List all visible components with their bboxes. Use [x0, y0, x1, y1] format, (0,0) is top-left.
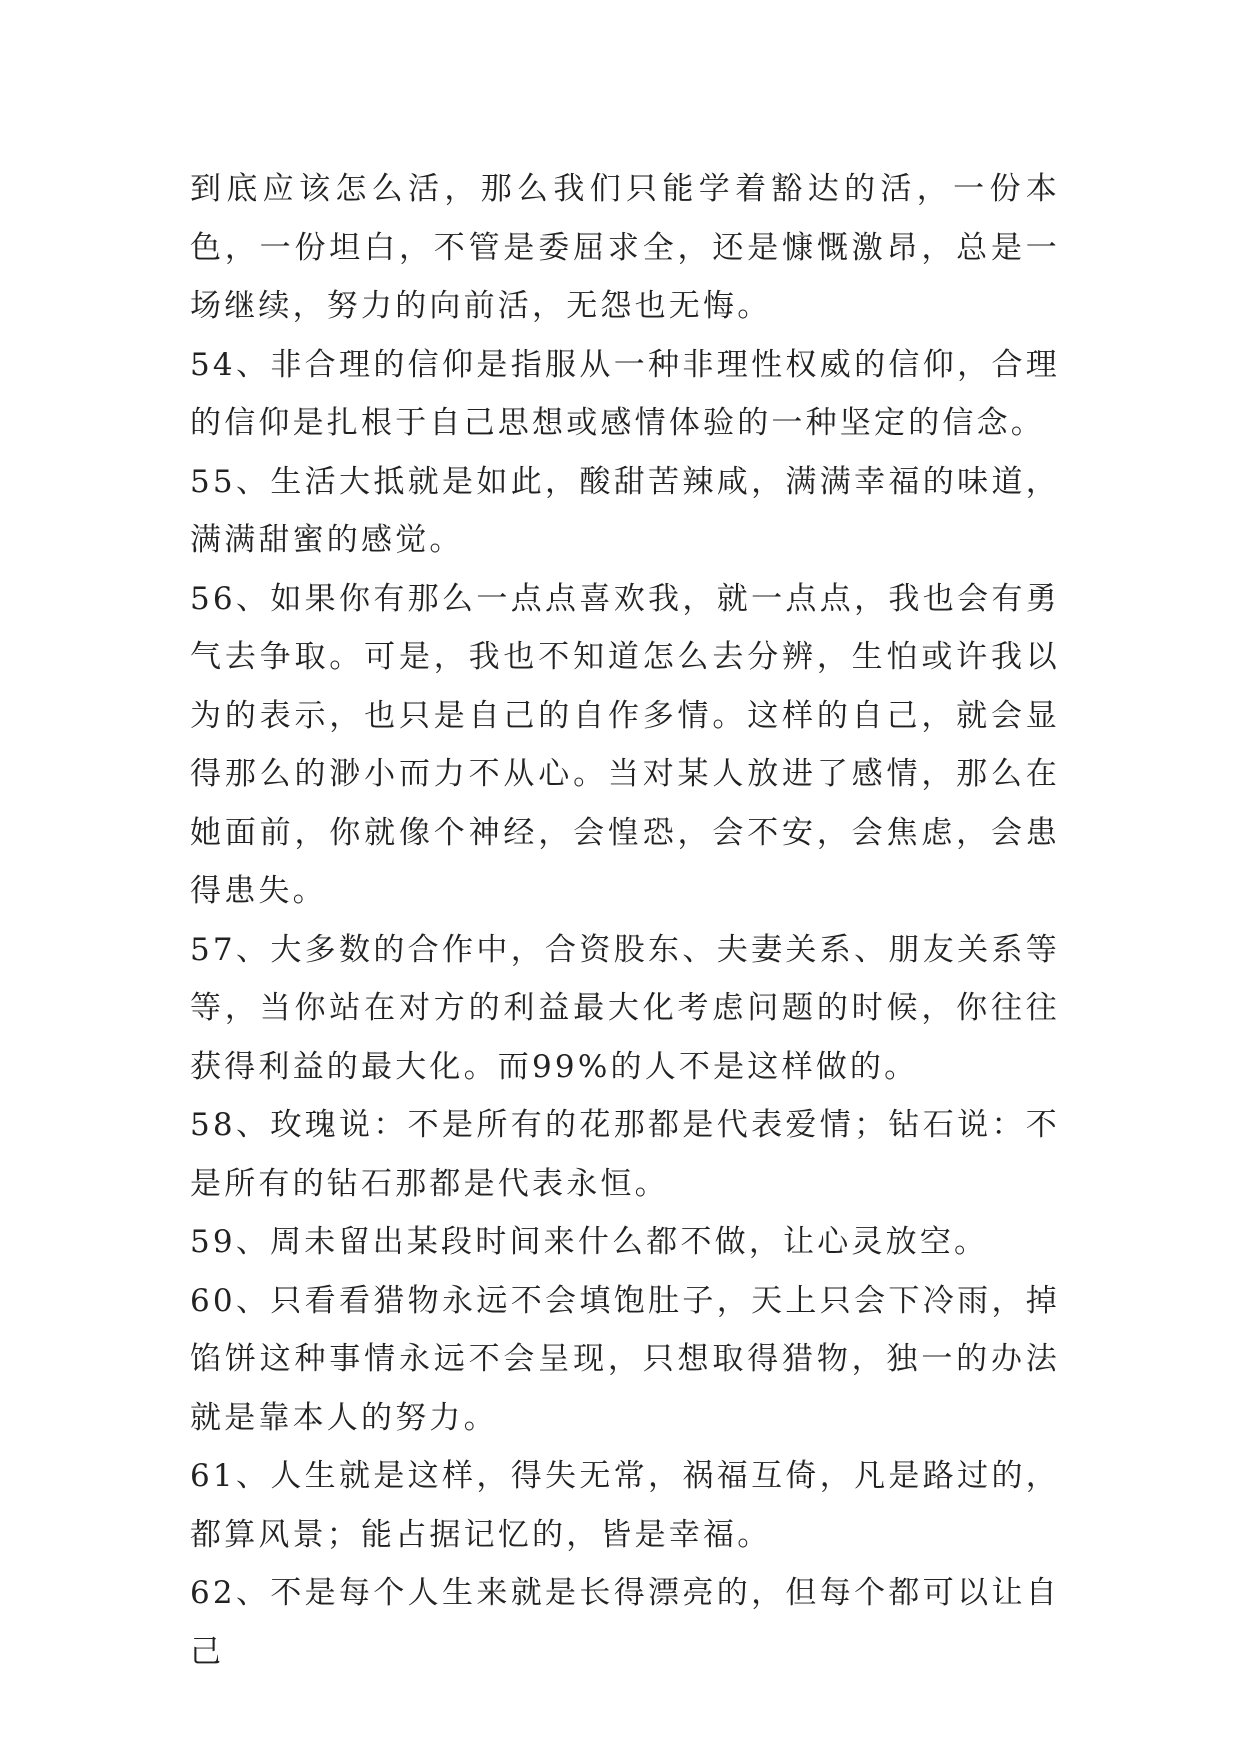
- paragraph-55: 55、生活大抵就是如此，酸甜苦辣咸，满满幸福的味道，满满甜蜜的感觉。: [190, 463, 1060, 558]
- document-body: [190, 160, 1060, 1681]
- paragraph-58: 58、玫瑰说：不是所有的花那都是代表爱情；钻石说：不是所有的钻石那都是代表永恒。: [190, 1107, 1060, 1202]
- paragraph-60: 60、只看看猎物永远不会填饱肚子，天上只会下冷雨，掉馅饼这种事情永远不会呈现，只想取得猎物，独一的办法就是靠本人的努力。: [190, 1282, 1060, 1436]
- paragraph-54: 54、非合理的信仰是指服从一种非理性权威的信仰，合理的信仰是扎根于自己思想或感情体验的一种坚定的信念。: [190, 346, 1060, 441]
- paragraph-57: 57、大多数的合作中，合资股东、夫妻关系、朋友关系等等，当你站在对方的利益最大化考虑问题的时候，你往往获得利益的最大化。而99%的人不是这样做的。: [190, 931, 1060, 1085]
- paragraph-continuation: 到底应该怎么活，那么我们只能学着豁达的活，一份本色，一份坦白，不管是委屈求全，还是慷慨激昂，总是一场继续，努力的向前活，无怨也无悔。: [190, 171, 1060, 324]
- paragraph-59: 59、周未留出某段时间来什么都不做，让心灵放空。: [190, 1224, 989, 1260]
- paragraph-56: 56、如果你有那么一点点喜欢我，就一点点，我也会有勇气去争取。可是，我也不知道怎么去分辨，生怕或许我以为的表示，也只是自己的自作多情。这样的自己，就会显得那么的渺小而力不从心。当对某人放进了感情，那么在她面前，你就像个神经，会惶恐，会不安，会焦虑，会患得患失。: [190, 580, 1060, 909]
- paragraph-61: 61、人生就是这样，得失无常，祸福互倚，凡是路过的，都算风景；能占据记忆的，皆是幸福。: [190, 1458, 1060, 1553]
- paragraph-62: 62、不是每个人生来就是长得漂亮的，但每个都可以让自己: [190, 1575, 1060, 1670]
